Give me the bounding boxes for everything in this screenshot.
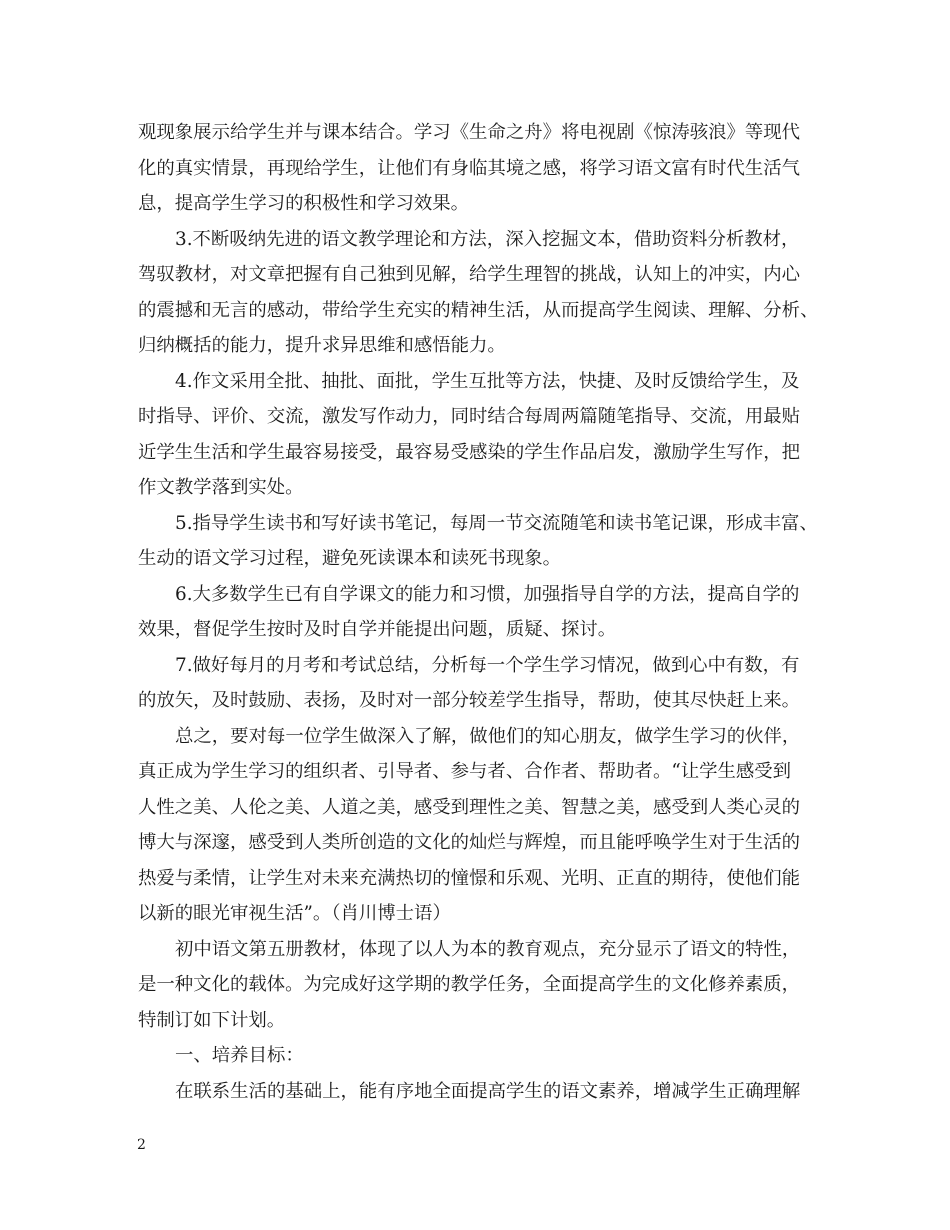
text-line: 7.做好每月的月考和考试总结，分析每一个学生学习情况，做到心中有数，有 — [175, 654, 800, 676]
text-line: 博大与深邃，感受到人类所创造的文化的灿烂与辉煌，而且能呼唤学生对于生活的 — [138, 832, 801, 853]
text-line: 总之，要对每一位学生做深入了解，做他们的知心朋友，做学生学习的伙伴， — [175, 725, 801, 747]
text-line: 在联系生活的基础上，能有序地全面提高学生的语文素养，增减学生正确理解 — [175, 1080, 801, 1102]
text-line: 5.指导学生读书和写好读书笔记，每周一节交流随笔和读书笔记课，形成丰富、 — [175, 512, 818, 534]
text-line: 3.不断吸纳先进的语文教学理论和方法，深入挖掘文本，借助资料分析教材， — [175, 228, 800, 250]
text-line: 特制订如下计划。 — [138, 1009, 286, 1031]
text-line: 效果，督促学生按时及时自学并能提出问题，质疑、探讨。 — [138, 619, 617, 640]
text-line: 热爱与柔情，让学生对未来充满热切的憧憬和乐观、光明、正直的期待，使他们能 — [138, 867, 801, 889]
text-line: 观现象展示给学生并与课本结合。学习《生命之舟》将电视剧《惊涛骇浪》等现代 — [138, 122, 801, 143]
text-line: 化的真实情景，再现给学生，让他们有身临其境之感，将学习语文富有时代生活气 — [138, 157, 801, 179]
text-line: 的震撼和无言的感动，带给学生充实的精神生活，从而提高学生阅读、理解、分析、 — [138, 299, 819, 321]
text-line: 息，提高学生学习的积极性和学习效果。 — [138, 193, 470, 214]
text-line: 近学生生活和学生最容易接受，最容易受感染的学生作品启发，激励学生写作，把 — [138, 441, 801, 463]
text-line: 归纳概括的能力，提升求异思维和感悟能力。 — [138, 335, 506, 356]
text-line: 时指导、评价、交流，激发写作动力，同时结合每周两篇随笔指导、交流，用最贴 — [138, 406, 801, 427]
text-line: 生动的语文学习过程，避免死读课本和读死书现象。 — [138, 548, 561, 569]
document-body — [138, 115, 838, 1109]
text-line: 是一种文化的载体。为完成好这学期的教学任务，全面提高学生的文化修养素质， — [138, 974, 801, 995]
text-line: 以新的眼光审视生活”。（肖川博士语） — [138, 903, 451, 924]
text-line: 人性之美、人伦之美、人道之美，感受到理性之美、智慧之美，感受到人类心灵的 — [138, 796, 801, 818]
text-line: 一、培养目标： — [175, 1045, 304, 1066]
text-line: 真正成为学生学习的组织者、引导者、参与者、合作者、帮助者。“让学生感受到 — [138, 761, 792, 782]
page-number: 2 — [137, 1137, 146, 1153]
text-line: 驾驭教材，对文章把握有自己独到见解，给学生理智的挑战，认知上的冲实，内心 — [138, 264, 801, 285]
text-line: 作文教学落到实处。 — [138, 477, 304, 498]
text-line: 初中语文第五册教材，体现了以人为本的教育观点，充分显示了语文的特性， — [175, 938, 801, 960]
text-line: 6.大多数学生已有自学课文的能力和习惯，加强指导自学的方法，提高自学的 — [175, 583, 800, 605]
text-line: 4.作文采用全批、抽批、面批，学生互批等方法，快捷、及时反馈给学生，及 — [175, 370, 800, 392]
text-line: 的放矢，及时鼓励、表扬，及时对一部分较差学生指导，帮助，使其尽快赶上来。 — [138, 690, 801, 711]
